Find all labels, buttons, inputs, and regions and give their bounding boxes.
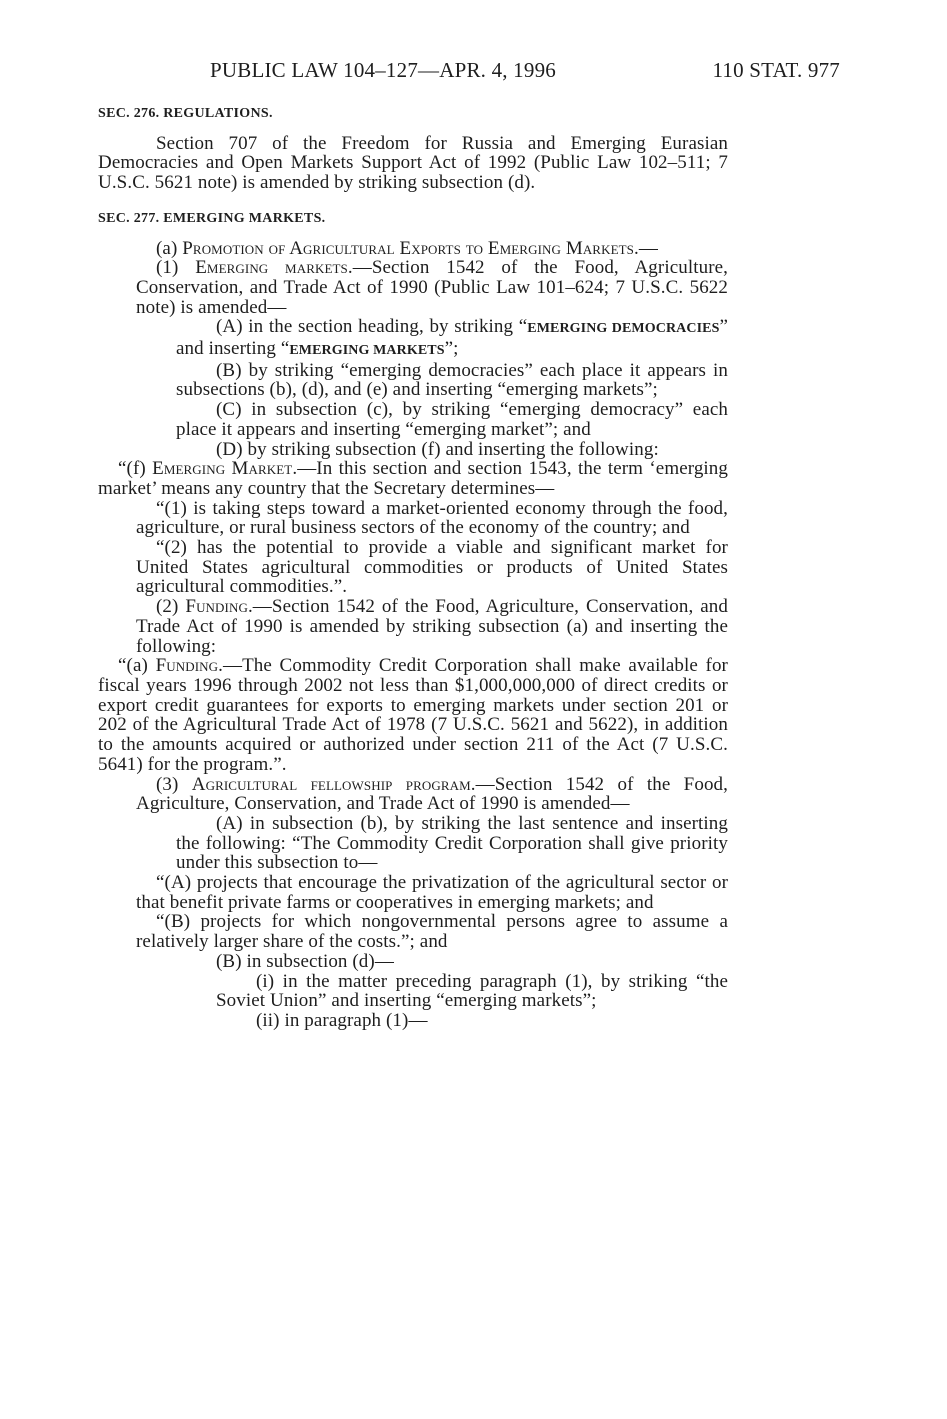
quoted-f-text: —In this section and section 1543, the term ‘emerging market’ means any country that the Secretary determines—: [98, 458, 728, 499]
header-page-number: 110 STAT. 977: [712, 58, 840, 82]
quoted-f-heading: Emerging Market.: [152, 458, 298, 480]
subparagraph-A-post: ”;: [444, 338, 459, 360]
paragraph-3-subparagraph-A: (A) in subsection (b), by striking the last sentence and inserting the following: “The Commodity Credit Corporation shall give priority under this subsection to—: [176, 812, 728, 874]
paragraph-3-heading: Agricultural fellowship program.: [191, 773, 476, 795]
paragraph-3-label: (3): [156, 773, 192, 795]
quoted-f-paragraph-1: “(1) is taking steps toward a market-oriented economy through the food, agriculture, or rural business sectors of the economy of the country; and: [136, 497, 728, 539]
paragraph-2-text: —Section 1542 of the Food, Agriculture, Conservation, and Trade Act of 1990 is amended by striking subsection (a) and inserting the following:: [136, 596, 729, 657]
subparagraph-B: (B) by striking “emerging democracies” each place it appears in subsections (b), (d), and (e) and inserting “emerging markets”;: [176, 359, 728, 401]
subparagraph-D: (D) by striking subsection (f) and inserting the following:: [216, 438, 659, 460]
subparagraph-A: [98, 317, 728, 360]
quoted-f-paragraph-2: “(2) has the potential to provide a viable and significant market for United States agricultural commodities or products of United States agricultural commodities.”.: [136, 537, 728, 598]
running-header: [210, 58, 840, 88]
quoted-f-label: “(f): [118, 458, 153, 480]
document-body: [98, 104, 728, 1031]
subparagraph-A-pre: (A) in the section heading, by striking “: [216, 316, 528, 338]
section-276-title: SEC. 276. REGULATIONS.: [98, 106, 273, 121]
paragraph-1-heading: Emerging markets.: [195, 257, 353, 279]
quoted-a-text: —The Commodity Credit Corporation shall make available for fiscal years 1996 through 2002 not less than $1,000,000,000 of direct credits or export credit guarantees for exports to emerging markets under section 201 or 202 of the Agricultural Trade Act of 1978 (7 U.S.C. 5621 and 5622), in addition to the amounts acquired or authorized under section 211 of the Act (7 U.S.C. 5641) for the program.”.: [98, 655, 728, 775]
quoted-a-heading: Funding.: [155, 655, 223, 677]
clause-i: (i) in the matter preceding paragraph (1), by striking “the Soviet Union” and inserting “emerging markets”;: [216, 970, 728, 1012]
subparagraph-C: (C) in subsection (c), by striking “emerging democracy” each place it appears and inserting “emerging market”; and: [176, 399, 728, 440]
quoted-subsection-a: [98, 656, 728, 774]
paragraph-1-text: —Section 1542 of the Food, Agriculture, Conservation, and Trade Act of 1990 (Public Law 101–624; 7 U.S.C. 5622 note) is amended—: [136, 257, 729, 318]
paragraph-2-label: (2): [156, 596, 186, 618]
paragraph-2: [98, 597, 728, 656]
subparagraph-A-mid: ” and inserting “: [176, 316, 728, 360]
paragraph-3-subparagraph-B: (B) in subsection (d)—: [216, 950, 394, 972]
header-law-citation: PUBLIC LAW 104–127—APR. 4, 1996: [210, 58, 556, 82]
paragraph-1-label: (1): [156, 257, 196, 279]
clause-ii: (ii) in paragraph (1)—: [256, 1009, 428, 1031]
old-heading: EMERGING DEMOCRACIES: [527, 321, 720, 337]
subsection-a-heading: Promotion of Agricultural Exports to Emerging Markets.: [182, 237, 639, 259]
subsection-a-dash: —: [638, 237, 658, 259]
paragraph-3-text: —Section 1542 of the Food, Agriculture, Conservation, and Trade Act of 1990 is amended—: [136, 773, 728, 815]
subsection-a: [98, 239, 728, 259]
new-heading: EMERGING MARKETS: [289, 343, 445, 359]
paragraph-1: [98, 258, 728, 317]
section-276-text: Section 707 of the Freedom for Russia and Emerging Eurasian Democracies and Open Markets Support Act of 1992 (Public Law 102–511; 7 U.S.C. 5621 note) is amended by striking subsection (d).: [98, 132, 728, 194]
quoted-a-label: “(a): [118, 655, 156, 677]
section-277-title: SEC. 277. EMERGING MARKETS.: [98, 210, 326, 226]
quoted-priority-A: “(A) projects that encourage the privatization of the agricultural sector or that benefit private farms or cooperatives in emerging markets; and: [136, 872, 728, 913]
subsection-a-label: (a): [156, 237, 183, 259]
paragraph-3: [98, 775, 728, 814]
paragraph-2-heading: Funding.: [185, 596, 253, 618]
quoted-subsection-f: [98, 459, 728, 498]
quoted-priority-B: “(B) projects for which nongovernmental persons agree to assume a relatively larger share of the costs.”; and: [136, 911, 728, 953]
